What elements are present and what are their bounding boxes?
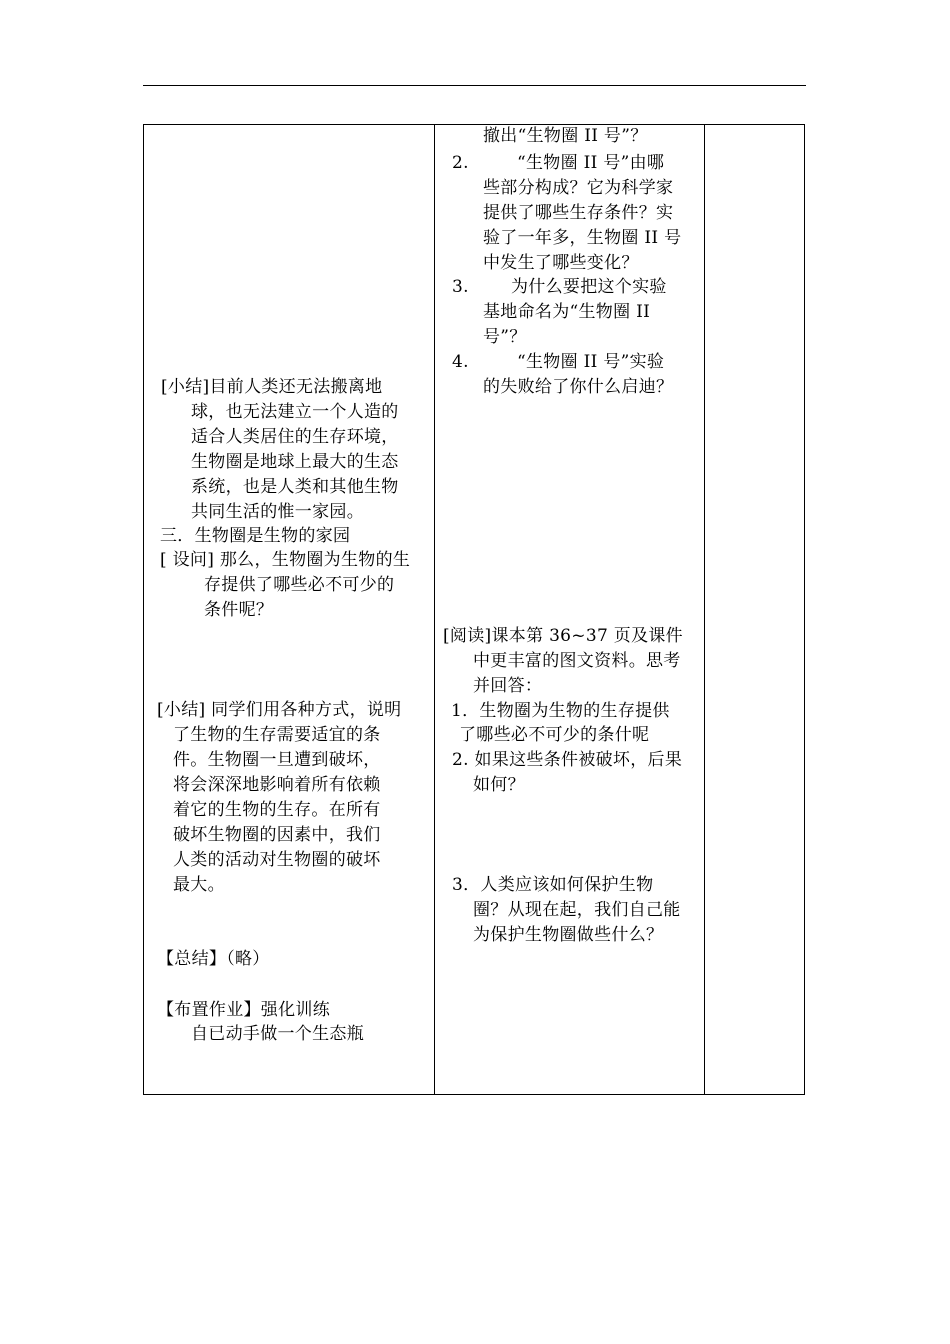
summary-2-line: 件。生物圈一旦遭到破坏， — [173, 750, 381, 770]
question-number: 2. — [452, 153, 469, 173]
summary-1-line: 适合人类居住的生存环境， — [191, 427, 399, 447]
question-line: 存提供了哪些必不可少的 — [204, 575, 395, 595]
question-line: 些部分构成？它为科学家 — [483, 178, 674, 198]
question-line: 基地命名为“生物圈 II — [483, 302, 651, 322]
question-line: 3．人类应该如何保护生物 — [452, 875, 654, 895]
question-line: 验了一年多，生物圈 II 号 — [483, 228, 682, 248]
question-number: 3. — [452, 277, 469, 297]
homework: 【布置作业】强化训练 — [157, 1000, 330, 1020]
question-number: 4. — [452, 352, 469, 372]
question-line: 条件呢？ — [204, 600, 274, 620]
question-line: [ 设问] 那么，生物圈为生物的生 — [160, 550, 411, 570]
question-line: 为保护生物圈做些什么？ — [473, 925, 664, 945]
question-line: 如何？ — [473, 775, 525, 795]
summary-2-line: [小结] 同学们用各种方式，说明 — [157, 700, 402, 720]
question-line: 中发生了哪些变化？ — [483, 253, 639, 273]
reading-line: 中更丰富的图文资料。思考 — [473, 651, 681, 671]
summary-2-line: 了生物的生存需要适宜的条 — [173, 725, 381, 745]
question-line: 的失败给了你什么启迪？ — [483, 377, 674, 397]
question-line: 1．生物圈为生物的生存提供 — [451, 701, 670, 721]
summary-2-line: 破坏生物圈的因素中，我们 — [173, 825, 381, 845]
question-line: 号”？ — [483, 327, 527, 347]
summary-1-line: [小结]目前人类还无法搬离地 — [161, 377, 383, 397]
header-rule — [143, 85, 806, 86]
question-line: 圈？从现在起，我们自己能 — [473, 900, 681, 920]
column-divider-1 — [434, 125, 435, 1094]
summary-2-line: 将会深深地影响着所有依赖 — [173, 775, 381, 795]
summary-1-line: 共同生活的惟一家园。 — [191, 502, 364, 522]
question-line: 为什么要把这个实验 — [511, 277, 667, 297]
question-line: 了哪些必不可少的条什呢 — [459, 725, 650, 745]
column-divider-2 — [704, 125, 705, 1094]
conclusion: 【总结】（略） — [157, 949, 270, 969]
section-heading: 三．生物圈是生物的家园 — [160, 526, 351, 546]
homework-detail: 自已动手做一个生态瓶 — [191, 1024, 364, 1044]
reading-line: [阅读]课本第 36~37 页及课件 — [443, 626, 683, 646]
summary-2-line: 人类的活动对生物圈的破坏 — [173, 850, 381, 870]
summary-2-line: 着它的生物的生存。在所有 — [173, 800, 381, 820]
summary-2-line: 最大。 — [173, 875, 225, 895]
question-1-tail: 撤出“生物圈 II 号”？ — [483, 126, 648, 146]
question-line: “生物圈 II 号”实验 — [517, 352, 665, 372]
question-line: 提供了哪些生存条件？实 — [483, 203, 674, 223]
question-line: “生物圈 II 号”由哪 — [517, 153, 665, 173]
summary-1-line: 系统，也是人类和其他生物 — [191, 477, 399, 497]
question-line: 2. 如果这些条件被破坏，后果 — [452, 750, 683, 770]
summary-1-line: 球，也无法建立一个人造的 — [191, 402, 399, 422]
reading-line: 并回答： — [473, 676, 543, 696]
summary-1-line: 生物圈是地球上最大的生态 — [191, 452, 399, 472]
